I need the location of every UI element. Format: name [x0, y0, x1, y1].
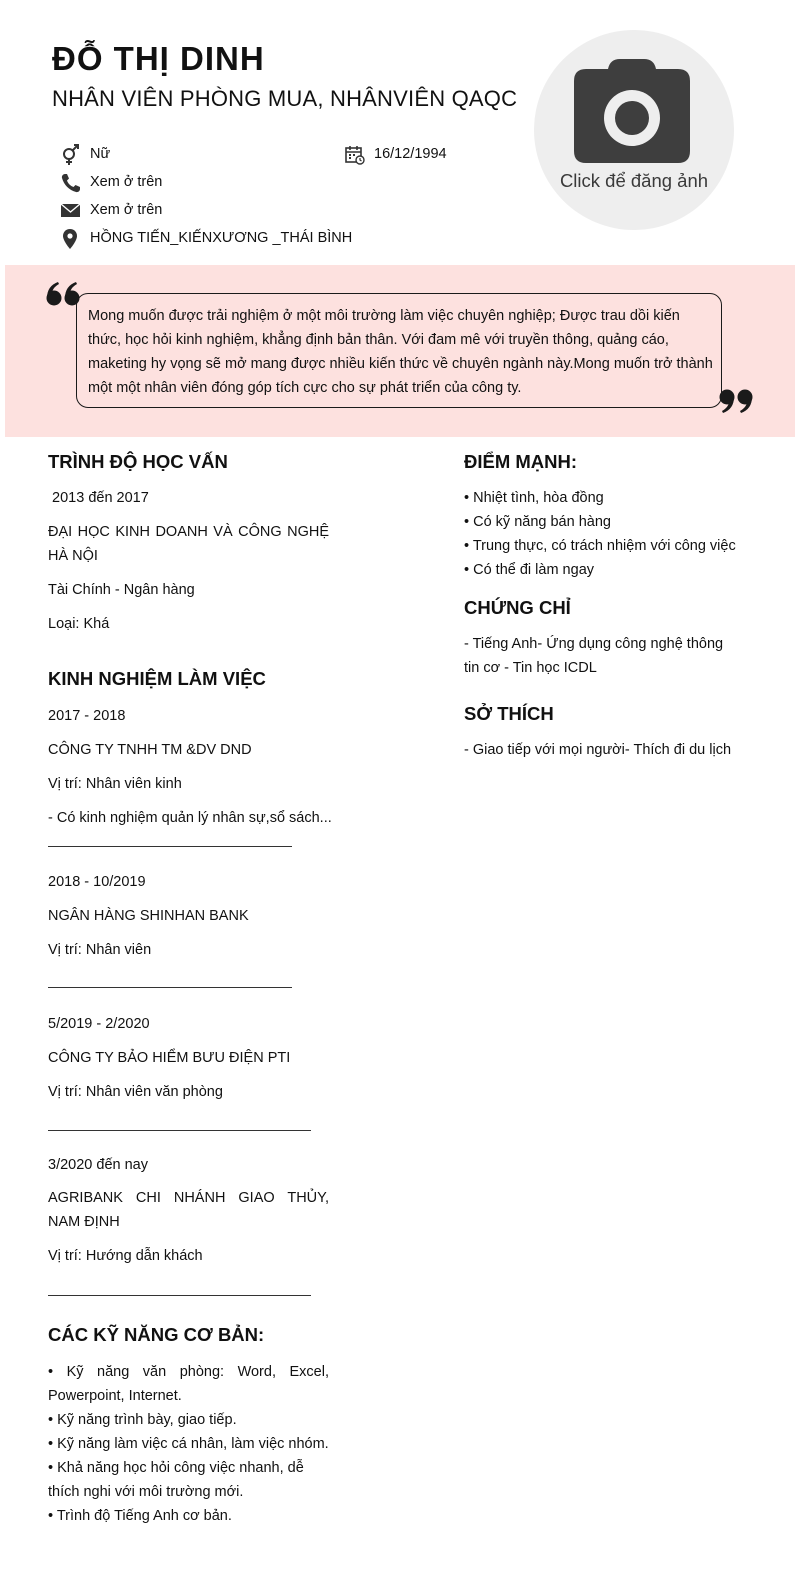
phone-value: Xem ở trên: [90, 174, 163, 190]
list-item: • Có thể đi làm ngay: [464, 562, 595, 578]
mail-icon: [60, 200, 82, 222]
close-quote-icon: [717, 388, 753, 414]
job-divider: [48, 846, 292, 847]
job-position: Vị trí: Nhân viên kinh: [48, 776, 182, 792]
strengths-list: [464, 486, 764, 582]
address-row: [60, 230, 360, 250]
job-divider: [48, 1130, 311, 1131]
education-school: ĐẠI HỌC KINH DOANH VÀ CÔNG NGHỆ HÀ NỘI: [48, 524, 329, 564]
phone-icon: [60, 172, 82, 194]
cv-job-title: NHÂN VIÊN PHÒNG MUA, NHÂNVIÊN QAQC: [52, 86, 518, 111]
job-company: CÔNG TY BẢO HIỂM BƯU ĐIỆN PTI: [48, 1050, 291, 1066]
education-heading: TRÌNH ĐỘ HỌC VẤN: [48, 451, 228, 472]
list-item: • Khả năng học hỏi công việc nhanh, dễ thích nghi với môi trường mới.: [48, 1460, 304, 1500]
skills-list: [48, 1360, 329, 1528]
experience-heading: KINH NGHIỆM LÀM VIỆC: [48, 668, 266, 689]
list-item: • Kỹ năng văn phòng: Word, Excel, Powerpoint, Internet.: [48, 1364, 329, 1404]
hobbies-heading: SỞ THÍCH: [464, 703, 554, 724]
gender-icon: [60, 144, 82, 166]
cv-name: ĐỖ THỊ DINH: [52, 40, 265, 77]
photo-upload-caption[interactable]: Click để đăng ảnh: [559, 170, 709, 191]
education-major: Tài Chính - Ngân hàng: [48, 582, 195, 598]
list-item: • Trình độ Tiếng Anh cơ bản.: [48, 1508, 232, 1524]
phone-row: [60, 174, 320, 194]
photo-upload[interactable]: [534, 30, 734, 230]
education-rank: Loại: Khá: [48, 616, 110, 632]
job-position: Vị trí: Hướng dẫn khách: [48, 1248, 203, 1264]
list-item: • Kỹ năng trình bày, giao tiếp.: [48, 1412, 237, 1428]
birthday-row: [344, 146, 544, 166]
education-period: 2013 đến 2017: [48, 490, 149, 506]
certificates-heading: CHỨNG CHỈ: [464, 597, 571, 618]
skills-heading: CÁC KỸ NĂNG CƠ BẢN:: [48, 1324, 265, 1345]
location-pin-icon: [60, 228, 82, 250]
objective-text: Mong muốn được trải nghiệm ở một môi trường làm việc chuyên nghiệp; Được trau dồi kiến thức, học hỏi kinh nghiệm, khẳng định bản thân. Với đam mê với truyền thông, quảng cáo, maketing hy vọng sẽ mở mang được nhiều kiến thức về chuyên ngành này.Mong muốn trở thành một một nhân viên đóng góp tích cực cho sự phát triển của công ty.: [88, 308, 713, 396]
job-position: Vị trí: Nhân viên văn phòng: [48, 1084, 223, 1100]
job-divider: [48, 987, 292, 988]
email-row: [60, 202, 320, 222]
objective-box: [76, 293, 722, 408]
job-divider: [48, 1295, 311, 1296]
job-period: 2018 - 10/2019: [48, 874, 146, 890]
calendar-icon: [344, 144, 366, 166]
email-value: Xem ở trên: [90, 202, 163, 218]
job-detail: - Có kinh nghiệm quản lý nhân sự,sổ sách...: [48, 810, 332, 826]
gender-row: [60, 146, 320, 166]
hobbies-text: - Giao tiếp với mọi người- Thích đi du lịch: [464, 742, 732, 758]
gender-value: Nữ: [90, 146, 111, 162]
list-item: • Có kỹ năng bán hàng: [464, 514, 611, 530]
birthday-value: 16/12/1994: [374, 146, 447, 162]
job-period: 5/2019 - 2/2020: [48, 1016, 150, 1032]
strengths-heading: ĐIỂM MẠNH:: [464, 451, 578, 472]
job-period: 3/2020 đến nay: [48, 1157, 148, 1173]
job-company: NGÂN HÀNG SHINHAN BANK: [48, 908, 249, 924]
job-company: CÔNG TY TNHH TM &DV DND: [48, 742, 252, 758]
job-company: AGRIBANK CHI NHÁNH GIAO THỦY, NAM ĐỊNH: [48, 1190, 329, 1230]
list-item: • Trung thực, có trách nhiệm với công việc: [464, 538, 736, 554]
job-position: Vị trí: Nhân viên: [48, 942, 152, 958]
address-value: HỒNG TIẾN_KIẾNXƯƠNG _THÁI BÌNH: [90, 230, 353, 246]
list-item: • Nhiệt tình, hòa đồng: [464, 490, 604, 506]
list-item: • Kỹ năng làm việc cá nhân, làm việc nhóm.: [48, 1436, 329, 1452]
job-period: 2017 - 2018: [48, 708, 126, 724]
certificates-text: - Tiếng Anh- Ứng dụng công nghệ thông tin cơ - Tin học ICDL: [464, 636, 724, 676]
camera-icon: [572, 59, 692, 163]
